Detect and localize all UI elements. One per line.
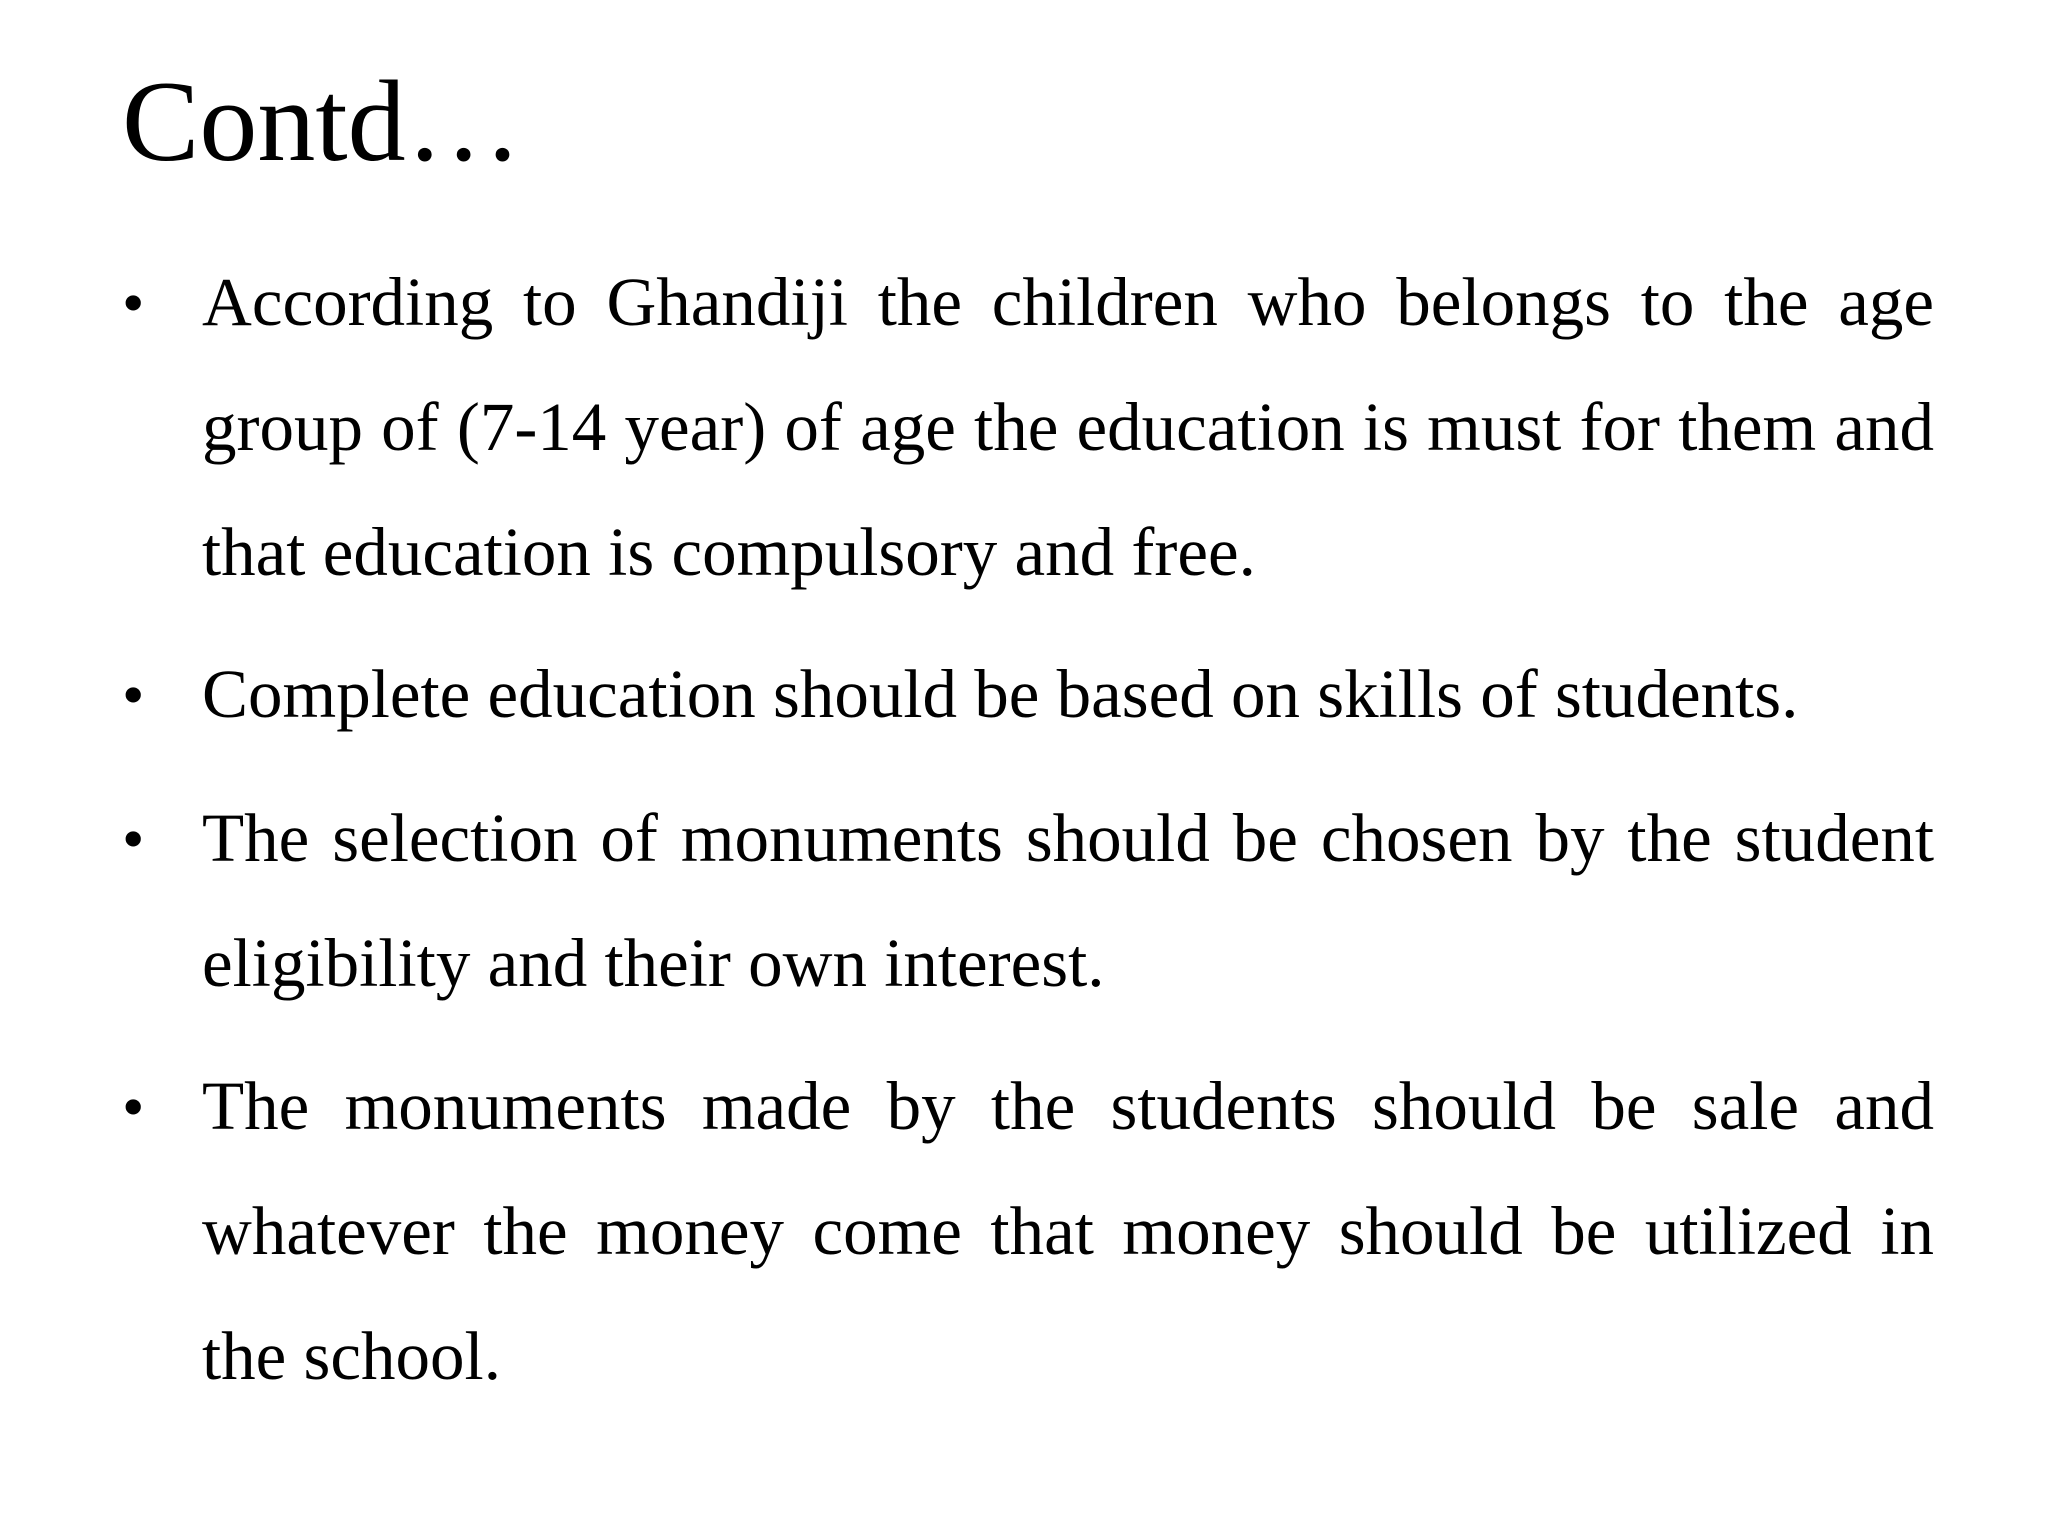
bullet-marker: • bbox=[122, 267, 145, 338]
bullet-item-gandhiji-age-group bbox=[122, 240, 1934, 615]
bullet-text: The monuments made by the students should be sale and whatever the money come that money should be utilized in the school. bbox=[202, 1068, 1934, 1394]
bullet-marker: • bbox=[122, 803, 145, 874]
bullet-marker: • bbox=[122, 659, 145, 730]
bullet-item-skill-based-education bbox=[122, 632, 1934, 757]
bullet-text: Complete education should be based on skills of students. bbox=[202, 656, 1799, 732]
bullet-marker: • bbox=[122, 1071, 145, 1142]
slide-title: Contd… bbox=[122, 58, 522, 186]
bullet-text: According to Ghandiji the children who belongs to the age group of (7-14 year) of age the education is must for them and that education is compulsory and free. bbox=[202, 264, 1934, 590]
bullet-item-monument-sale bbox=[122, 1044, 1934, 1419]
bullet-item-monument-selection bbox=[122, 776, 1934, 1026]
bullet-text: The selection of monuments should be chosen by the student eligibility and their own interest. bbox=[202, 800, 1934, 1001]
